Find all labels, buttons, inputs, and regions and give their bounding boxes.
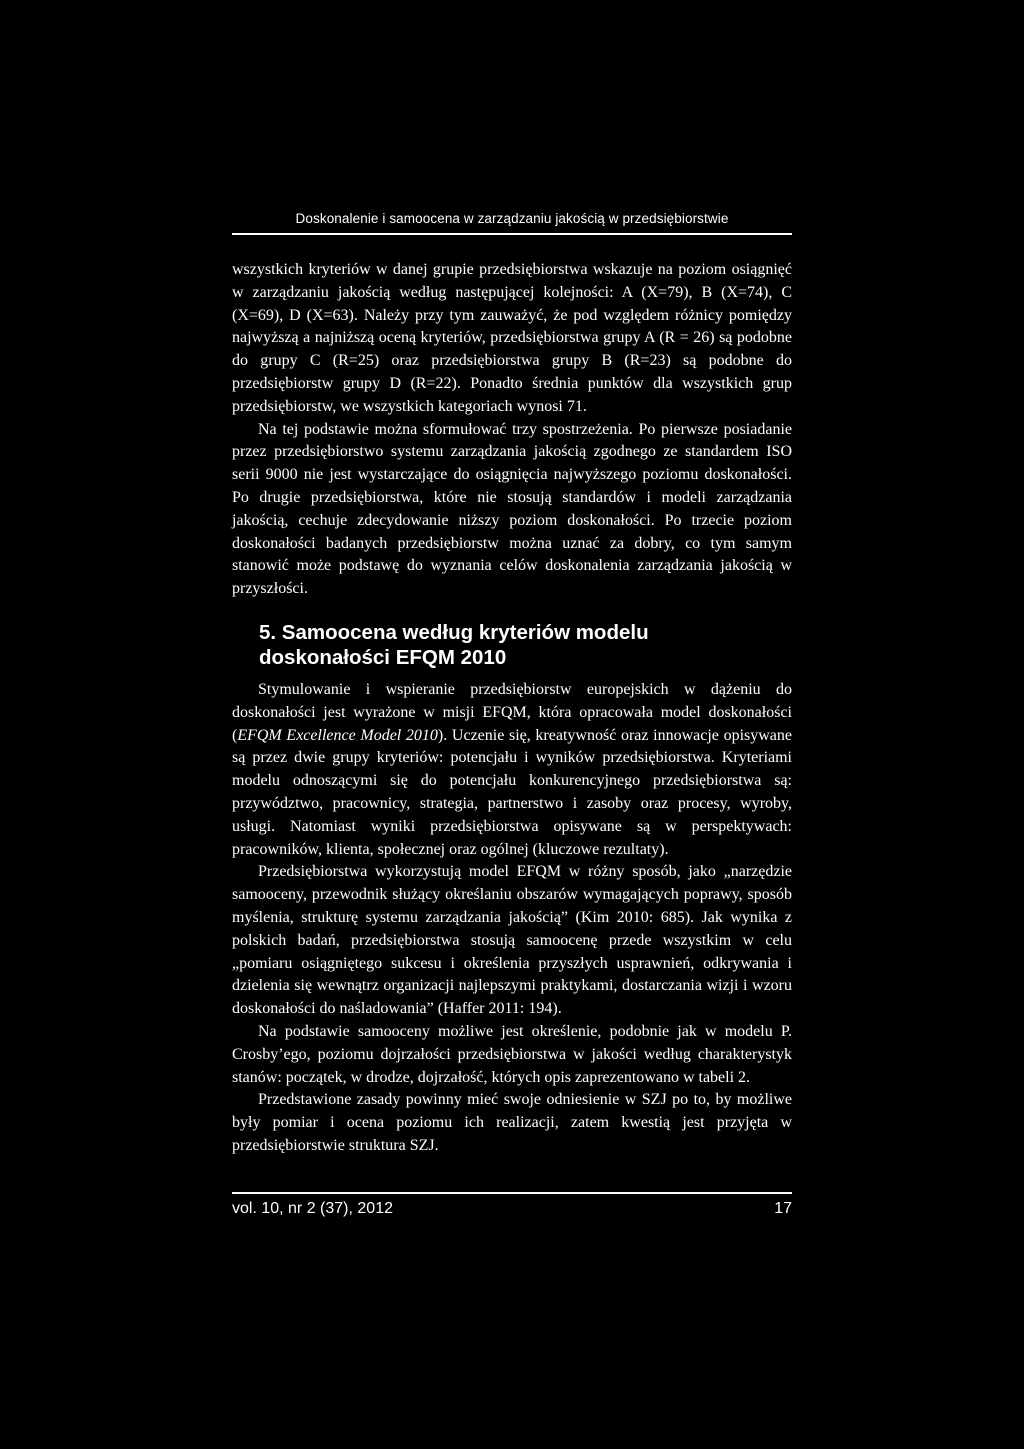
paragraph: Na podstawie samooceny możliwe jest określenie, podobnie jak w modelu P. Crosby’ego, poziomu dojrzałości przedsiębiorstwa w jakości według charakterystyk stanów: początek, w drodze, dojrzałość, których opis zaprezentowano w tabeli 2. — [232, 1022, 792, 1086]
body-text-top — [232, 259, 792, 601]
paragraph: Przedstawione zasady powinny mieć swoje odniesienie w SZJ po to, by możliwe były pomiar i ocena poziomu ich realizacji, zatem kwestią jest przyjęta w przedsiębiorstwie struktura SZJ. — [232, 1091, 792, 1154]
paragraph: Na tej podstawie można sformułować trzy spostrzeżenia. Po pierwsze posiadanie przez przedsiębiorstwo systemu zarządzania jakością zgodnego ze standardem ISO serii 9000 nie jest wystarczające do osiągnięcia najwyższego poziomu doskonałości. Po drugie przedsiębiorstwa, które nie stosują standardów i modeli zarządzania jakością, cechuje zdecydowanie niższy poziom doskonałości. Po trzecie poziom doskonałości badanych przedsiębiorstw można uznać za dobry, co tym samym stanowić może podstawę do wyznania celów doskonalenia zarządzania jakością w przyszłości. — [232, 420, 792, 598]
section-heading — [259, 620, 779, 670]
header-rule — [232, 233, 792, 235]
paragraph: Przedsiębiorstwa wykorzystują model EFQM w różny sposób, jako „narzędzie samooceny, przewodnik służący określaniu obszarów wymagających poprawy, sposób myślenia, strukturę systemu zarządzania jakością” (Kim 2010: 685). Jak wynika z polskich badań, przedsiębiorstwa stosują samoocenę przede wszystkim w celu „pomiaru osiągniętego sukcesu i określenia przyszłych usprawnień, odkrywania i dzielenia się wewnątrz organizacji najlepszymi praktykami, dostarczania wizji i wzoru doskonałości do naśladowania” (Haffer 2011: 194). — [232, 863, 792, 1018]
section-heading-line: 5. Samoocena według kryteriów modelu — [259, 621, 649, 644]
paragraph — [232, 679, 792, 861]
paragraph-text: Stymulowanie i wspieranie przedsiębiorstw europejskich w dążeniu do doskonałości jest wyrażone w misji EFQM, która opracowała model doskonałości ( — [232, 681, 792, 744]
model-title-italic: EFQM Excellence Model 2010 — [237, 726, 438, 744]
page-footer — [232, 1200, 792, 1218]
page-number: 17 — [774, 1200, 792, 1217]
paragraph-text: ). Uczenie się, kreatywność oraz innowacje opisywane są przez dwie grupy kryteriów: potencjału i wyników przedsiębiorstwa. Kryteriami modelu odnoszącymi się do potencjału konkurencyjnego przedsiębiorstwa są: przywództwo, pracownicy, strategia, partnerstwo i zasoby oraz procesy, wyroby, usługi. Natomiast wyniki przedsiębiorstwa opisywane są w perspektywach: pracowników, klienta, społecznej oraz ogólnej (kluczowe rezultaty). — [232, 726, 793, 858]
issue-info: vol. 10, nr 2 (37), 2012 — [232, 1200, 393, 1217]
running-header: Doskonalenie i samoocena w zarządzaniu jakością w przedsiębiorstwie — [295, 211, 729, 226]
body-text-section — [232, 679, 792, 1158]
paragraph: wszystkich kryteriów w danej grupie przedsiębiorstwa wskazuje na poziom osiągnięć w zarządzaniu jakością według następującej kolejności: A (X=79), B (X=74), C (X=69), D (X=63). Należy przy tym zauważyć, że pod względem różnicy pomiędzy najwyższą a najniższą oceną kryteriów, przedsiębiorstwa grupy A (R = 26) są podobne do grupy C (R=25) oraz przedsiębiorstwa grupy B (R=23) są podobne do przedsiębiorstw grupy D (R=22). Ponadto średnia punktów dla wszystkich grup przedsiębiorstw, we wszystkich kategoriach wynosi 71. — [232, 261, 792, 415]
footer-rule — [232, 1192, 792, 1194]
section-heading-line: doskonałości EFQM 2010 — [259, 646, 507, 669]
